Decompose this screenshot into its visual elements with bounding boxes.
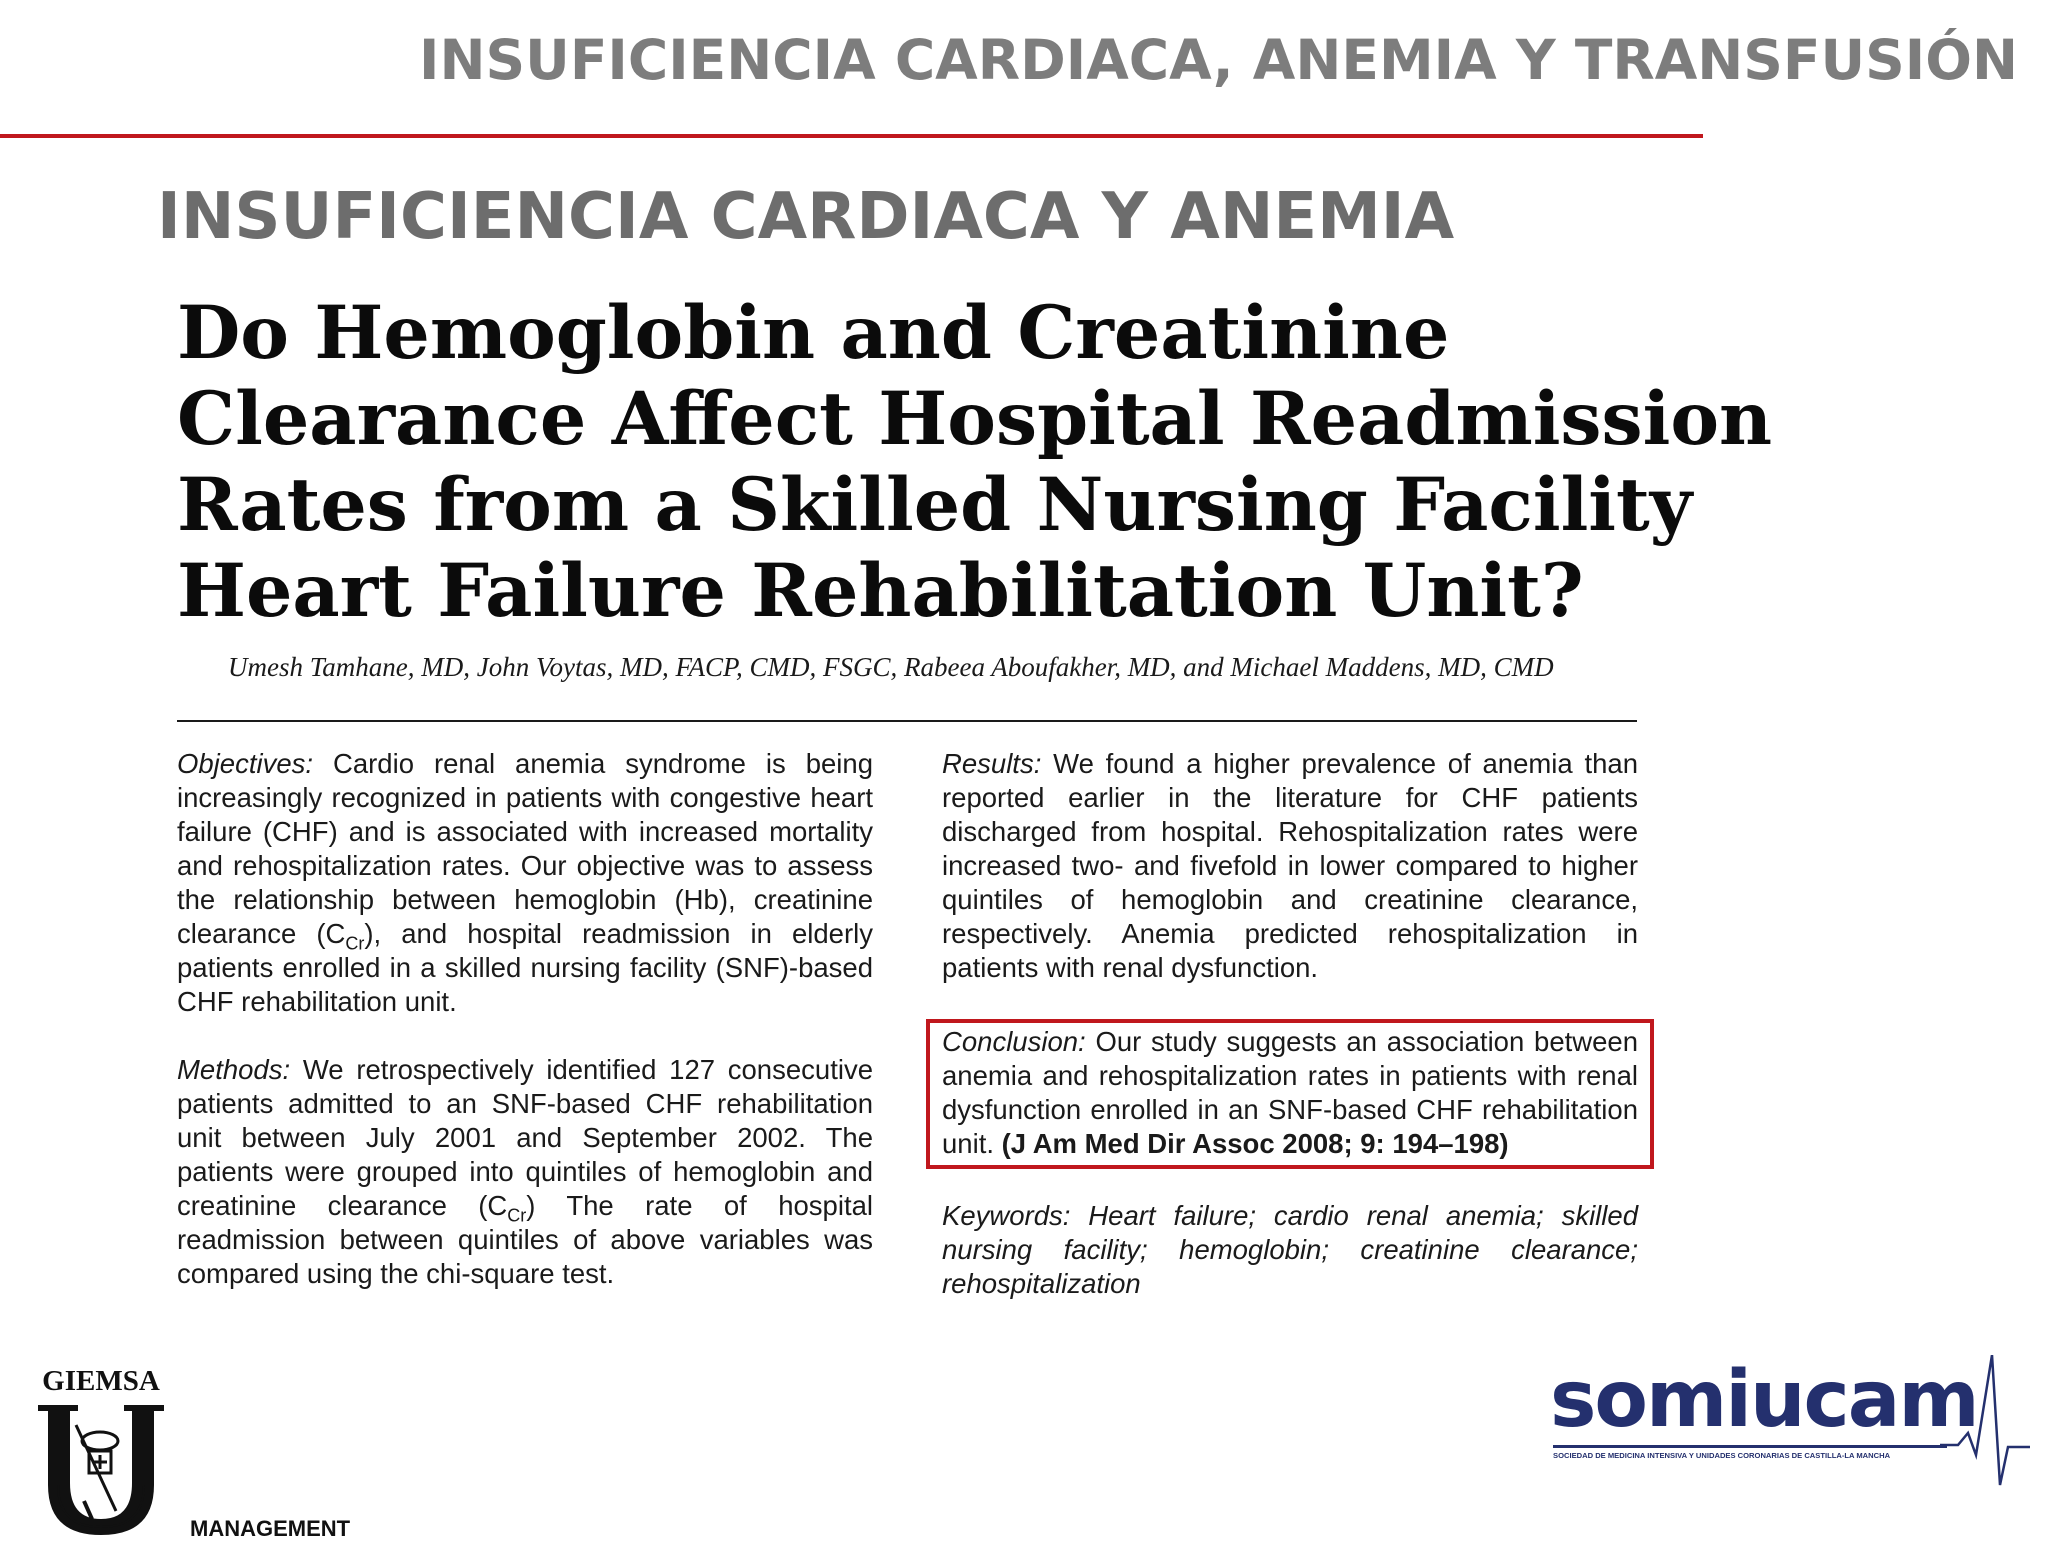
paper-title-line: Rates from a Skilled Nursing Facility (177, 462, 1693, 548)
giemsa-logo (26, 1365, 176, 1536)
methods-text-b: ) The rate of hospital readmission between quintiles of above variables was compared using the chi-square test. (177, 1190, 873, 1289)
heartbeat-icon (1940, 1355, 2030, 1495)
giemsa-logo-text: GIEMSA (42, 1365, 160, 1397)
conclusion-text: Our study suggests an association between anemia and rehospitalization rates in patients with renal dysfunction enrolled in an SNF-based CHF rehabilitation unit. (942, 1026, 1638, 1159)
paper-title-line: Heart Failure Rehabilitation Unit? (177, 548, 1584, 634)
slide-header-title: INSUFICIENCIA CARDIACA, ANEMIA Y TRANSFUSIÓN (419, 28, 2018, 92)
objectives-subscript: Cr (345, 933, 365, 954)
results-text: We found a higher prevalence of anemia than reported earlier in the literature for CHF patients discharged from hospital. Rehospitalization rates were increased two- and fivefold in lower compared to higher quintiles of hemoglobin and creatinine clearance, respectively. Anemia predicted rehospitalization in patients with renal dysfunction. (942, 748, 1638, 983)
paper-authors: Umesh Tamhane, MD, John Voytas, MD, FACP, CMD, FSGC, Rabeea Aboufakher, MD, and Michael Maddens, MD, CMD (228, 652, 1554, 682)
results-paragraph (942, 747, 1638, 985)
paper-title-line: Do Hemoglobin and Creatinine (177, 290, 1450, 376)
conclusion-citation: (J Am Med Dir Assoc 2008; 9: 194–198) (1001, 1128, 1509, 1159)
abstract-right-column (942, 747, 1638, 1335)
conclusion-paragraph (942, 1025, 1638, 1161)
abstract-left-column (177, 747, 873, 1325)
somiucam-logo (1545, 1355, 2035, 1495)
section-title: INSUFICIENCIA CARDIACA Y ANEMIA (157, 180, 1455, 254)
objectives-paragraph (177, 747, 873, 1019)
objectives-text-a: Cardio renal anemia syndrome is being increasingly recognized in patients with congestive heart failure (CHF) and is associated with increased mortality and rehospitalization rates. Our objective was to assess the relationship between hemoglobin (Hb), creatinine clearance (C (177, 748, 873, 949)
results-label: Results: (942, 748, 1042, 779)
somiucam-underline (1553, 1445, 1947, 1448)
abstract-divider (177, 720, 1637, 722)
keywords-paragraph: Keywords: Heart failure; cardio renal anemia; skilled nursing facility; hemoglobin; creatinine clearance; rehospitalization (942, 1200, 1638, 1299)
methods-text-a: We retrospectively identified 127 consecutive patients admitted to an SNF-based CHF rehabilitation unit between July 2001 and September 2002. The patients were grouped into quintiles of hemoglobin and creatinine clearance (C (177, 1054, 873, 1221)
methods-paragraph (177, 1053, 873, 1291)
methods-subscript: Cr (507, 1205, 527, 1226)
conclusion-highlight-box (926, 1019, 1654, 1169)
paper-title-line: Clearance Affect Hospital Readmission (177, 376, 1773, 462)
conclusion-label: Conclusion: (942, 1026, 1086, 1057)
objectives-text-b: ), and hospital readmission in elderly patients enrolled in a skilled nursing facility (SNF)-based CHF rehabilitation unit. (177, 918, 873, 1017)
somiucam-tagline: SOCIEDAD DE MEDICINA INTENSIVA Y UNIDADES CORONARIAS DE CASTILLA-LA MANCHA (1553, 1451, 1891, 1460)
methods-label: Methods: (177, 1054, 291, 1085)
giemsa-u-emblem-icon (26, 1401, 176, 1541)
management-label: MANAGEMENT (190, 1516, 351, 1541)
paper-title (177, 290, 1773, 634)
header-divider (0, 134, 1703, 138)
somiucam-wordmark: somiucam (1550, 1355, 1978, 1445)
objectives-label: Objectives: (177, 748, 314, 779)
